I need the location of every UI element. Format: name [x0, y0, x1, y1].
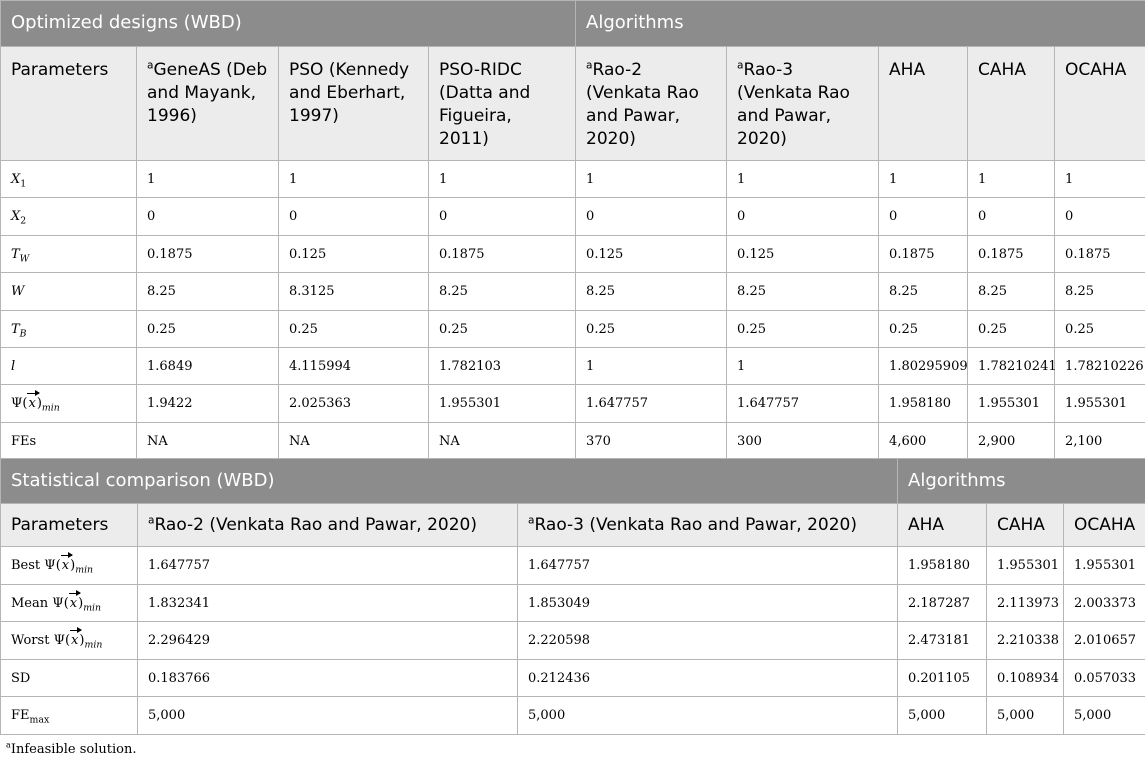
param-cell	[1, 198, 137, 235]
value-cell: 0	[727, 198, 879, 235]
value-cell: 1	[429, 161, 576, 198]
value-cell: 0.125	[576, 235, 727, 272]
param-prefix: Best	[11, 558, 41, 573]
param-text: SD	[11, 670, 31, 686]
value-cell: 1.955301	[1055, 385, 1145, 422]
value-cell: 8.25	[968, 273, 1055, 310]
column-label: Parameters	[11, 60, 109, 80]
value-cell: 8.25	[879, 273, 968, 310]
param-symbol: Ψ	[52, 595, 64, 611]
value-cell: 5,000	[518, 697, 898, 735]
param-subscript: min	[75, 564, 94, 576]
value-cell: 1	[1055, 161, 1145, 198]
footnote-text: Infeasible solution.	[10, 742, 137, 757]
value-cell: 1.647757	[727, 385, 879, 422]
column-header	[576, 47, 727, 161]
param-subscript: B	[19, 328, 27, 340]
value-cell: 0.25	[137, 310, 279, 347]
column-label: AHA	[889, 60, 926, 80]
section-title: Statistical comparison (WBD)	[1, 459, 898, 504]
value-cell: 1	[879, 161, 968, 198]
value-cell: 8.3125	[279, 273, 429, 310]
value-cell: 2,100	[1055, 422, 1145, 459]
value-cell: 5,000	[987, 697, 1064, 735]
param-vector: x	[61, 558, 70, 573]
column-label: OCAHA	[1065, 60, 1127, 80]
column-label: PSO (Kennedy and Eberhart, 1997)	[289, 60, 410, 126]
value-cell: 5,000	[898, 697, 987, 735]
value-cell: 370	[576, 422, 727, 459]
column-header-row	[1, 504, 1145, 547]
param-subscript: 1	[20, 178, 27, 190]
column-header	[1064, 504, 1145, 547]
infeasible-mark: a	[528, 514, 535, 527]
table-row	[1, 584, 1145, 622]
header-band	[1, 1, 1145, 47]
param-cell	[1, 697, 138, 735]
value-cell: 1.853049	[518, 584, 898, 622]
value-cell: 0.1875	[879, 235, 968, 272]
param-symbol: X	[11, 209, 21, 225]
value-cell: 0.201105	[898, 659, 987, 697]
value-cell: 8.25	[137, 273, 279, 310]
table-row	[1, 347, 1145, 384]
table-row	[1, 385, 1145, 422]
value-cell: 8.25	[727, 273, 879, 310]
value-cell: 2.187287	[898, 584, 987, 622]
value-cell: 2.473181	[898, 622, 987, 660]
value-cell: NA	[429, 422, 576, 459]
value-cell: 300	[727, 422, 879, 459]
value-cell: 1	[279, 161, 429, 198]
value-cell: 0.25	[1055, 310, 1145, 347]
param-cell	[1, 347, 137, 384]
param-symbol: X	[11, 172, 21, 187]
value-cell: 1	[137, 161, 279, 198]
value-cell: 1.832341	[138, 584, 518, 622]
param-cell: Mean $\Psi(x)_{min}$	[1, 584, 138, 622]
param-symbol: Ψ	[11, 396, 23, 412]
column-header	[968, 47, 1055, 161]
param-symbol: l	[11, 358, 16, 374]
column-header	[1, 47, 137, 161]
value-cell: 0.1875	[968, 235, 1055, 272]
table-footnote	[6, 742, 136, 757]
value-cell: 1.955301	[987, 547, 1064, 585]
value-cell: 0.25	[279, 310, 429, 347]
column-label: OCAHA	[1074, 515, 1136, 535]
value-cell: NA	[279, 422, 429, 459]
value-cell: 1.647757	[138, 547, 518, 585]
param-cell	[1, 161, 137, 198]
param-subscript: min	[41, 402, 60, 414]
value-cell: 1.78210241	[968, 347, 1055, 384]
column-label: CAHA	[997, 515, 1045, 535]
param-cell	[1, 422, 137, 459]
value-cell: 8.25	[576, 273, 727, 310]
value-cell: 2.010657	[1064, 622, 1145, 660]
param-text: FE	[11, 708, 30, 723]
column-header	[727, 47, 879, 161]
param-cell: Worst $\Psi(x)_{min}$	[1, 622, 138, 660]
param-cell	[1, 273, 137, 310]
value-cell: 5,000	[138, 697, 518, 735]
value-cell: 0	[429, 198, 576, 235]
param-vector: x	[28, 396, 36, 412]
param-subscript: min	[84, 639, 103, 651]
column-label: Rao-3 (Venkata Rao and Pawar, 2020)	[534, 515, 857, 535]
algorithms-title: Algorithms	[576, 1, 1145, 47]
value-cell: 1.78210226	[1055, 347, 1145, 384]
value-cell: 0.125	[727, 235, 879, 272]
value-cell: 8.25	[429, 273, 576, 310]
value-cell: 1.958180	[898, 547, 987, 585]
value-cell: 2.003373	[1064, 584, 1145, 622]
infeasible-mark: a	[147, 59, 154, 72]
algorithms-title: Algorithms	[898, 459, 1145, 504]
value-cell: 2.220598	[518, 622, 898, 660]
param-vector: x	[71, 633, 79, 648]
value-cell: 2.025363	[279, 385, 429, 422]
value-cell: 1.6849	[137, 347, 279, 384]
infeasible-mark: a	[148, 514, 155, 527]
value-cell: 1.80295909	[879, 347, 968, 384]
table-row	[1, 235, 1145, 272]
table-row	[1, 622, 1145, 660]
value-cell: 0.057033	[1064, 659, 1145, 697]
table-row	[1, 697, 1145, 735]
value-cell: 0.25	[879, 310, 968, 347]
param-subscript: max	[29, 714, 50, 726]
param-symbol: T	[11, 246, 20, 262]
section-title: Optimized designs (WBD)	[1, 1, 576, 47]
value-cell: 2.113973	[987, 584, 1064, 622]
column-header-row	[1, 47, 1145, 161]
column-label: Parameters	[11, 515, 109, 535]
column-label: CAHA	[978, 60, 1026, 80]
value-cell: 0	[1055, 198, 1145, 235]
value-cell: 0.183766	[138, 659, 518, 697]
value-cell: 1	[968, 161, 1055, 198]
column-label: Rao-3 (Venkata Rao and Pawar, 2020)	[737, 60, 850, 149]
column-header	[138, 504, 518, 547]
value-cell: 0.1875	[1055, 235, 1145, 272]
value-cell: 1.9422	[137, 385, 279, 422]
table-row	[1, 310, 1145, 347]
value-cell: 0.25	[727, 310, 879, 347]
column-header	[879, 47, 968, 161]
value-cell: 0	[279, 198, 429, 235]
column-label: AHA	[908, 515, 945, 535]
table-row	[1, 161, 1145, 198]
value-cell: 1.955301	[429, 385, 576, 422]
value-cell: 0	[137, 198, 279, 235]
column-label: GeneAS (Deb and Mayank, 1996)	[147, 60, 268, 126]
value-cell: 1.647757	[576, 385, 727, 422]
param-subscript: min	[83, 602, 102, 614]
value-cell: 2.210338	[987, 622, 1064, 660]
param-symbol: T	[11, 321, 20, 337]
value-cell: 0.1875	[137, 235, 279, 272]
value-cell: 0	[968, 198, 1055, 235]
value-cell: 1	[727, 161, 879, 198]
table-row	[1, 659, 1145, 697]
column-header	[429, 47, 576, 161]
value-cell: 8.25	[1055, 273, 1145, 310]
param-prefix: Worst	[11, 633, 50, 648]
value-cell: 2.296429	[138, 622, 518, 660]
value-cell: 1	[576, 347, 727, 384]
column-header	[898, 504, 987, 547]
value-cell: 5,000	[1064, 697, 1145, 735]
value-cell: 4.115994	[279, 347, 429, 384]
infeasible-mark: a	[586, 59, 593, 72]
value-cell: 0	[879, 198, 968, 235]
column-header	[518, 504, 898, 547]
param-text: FEs	[11, 433, 37, 449]
value-cell: 0.212436	[518, 659, 898, 697]
table-row	[1, 273, 1145, 310]
value-cell: 1	[576, 161, 727, 198]
param-prefix: Mean	[11, 595, 49, 611]
table-row	[1, 198, 1145, 235]
table-row	[1, 422, 1145, 459]
value-cell: 0.1875	[429, 235, 576, 272]
column-header	[137, 47, 279, 161]
value-cell: 1	[727, 347, 879, 384]
param-cell	[1, 310, 137, 347]
column-header	[1, 504, 138, 547]
statistical-comparison-table	[0, 458, 1145, 735]
column-header	[279, 47, 429, 161]
param-cell: $\Psi(x)_{min}$	[1, 385, 137, 422]
value-cell: 0.25	[968, 310, 1055, 347]
param-subscript: W	[19, 253, 30, 265]
column-label: Rao-2 (Venkata Rao and Pawar, 2020)	[154, 515, 477, 535]
value-cell: 1.647757	[518, 547, 898, 585]
value-cell: 2,900	[968, 422, 1055, 459]
column-header	[987, 504, 1064, 547]
param-cell	[1, 235, 137, 272]
value-cell: 0.25	[576, 310, 727, 347]
header-band	[1, 459, 1145, 504]
infeasible-mark: a	[737, 59, 744, 72]
param-symbol: Ψ	[44, 558, 56, 573]
param-vector: x	[69, 595, 78, 611]
column-label: Rao-2 (Venkata Rao and Pawar, 2020)	[586, 60, 699, 149]
value-cell: 0.108934	[987, 659, 1064, 697]
value-cell: 1.955301	[1064, 547, 1145, 585]
value-cell: 0.125	[279, 235, 429, 272]
table-row	[1, 547, 1145, 585]
param-symbol: Ψ	[53, 633, 65, 648]
value-cell: 0	[576, 198, 727, 235]
value-cell: 1.955301	[968, 385, 1055, 422]
param-symbol: W	[11, 284, 25, 300]
value-cell: 0.25	[429, 310, 576, 347]
param-subscript: 2	[20, 215, 27, 227]
column-header	[1055, 47, 1145, 161]
param-cell	[1, 659, 138, 697]
value-cell: 1.958180	[879, 385, 968, 422]
column-label: PSO-RIDC (Datta and Figueira, 2011)	[439, 60, 531, 149]
footnote-mark: a	[6, 740, 11, 750]
param-cell: Best $\Psi(x)_{min}$	[1, 547, 138, 585]
value-cell: 1.782103	[429, 347, 576, 384]
value-cell: NA	[137, 422, 279, 459]
value-cell: 4,600	[879, 422, 968, 459]
